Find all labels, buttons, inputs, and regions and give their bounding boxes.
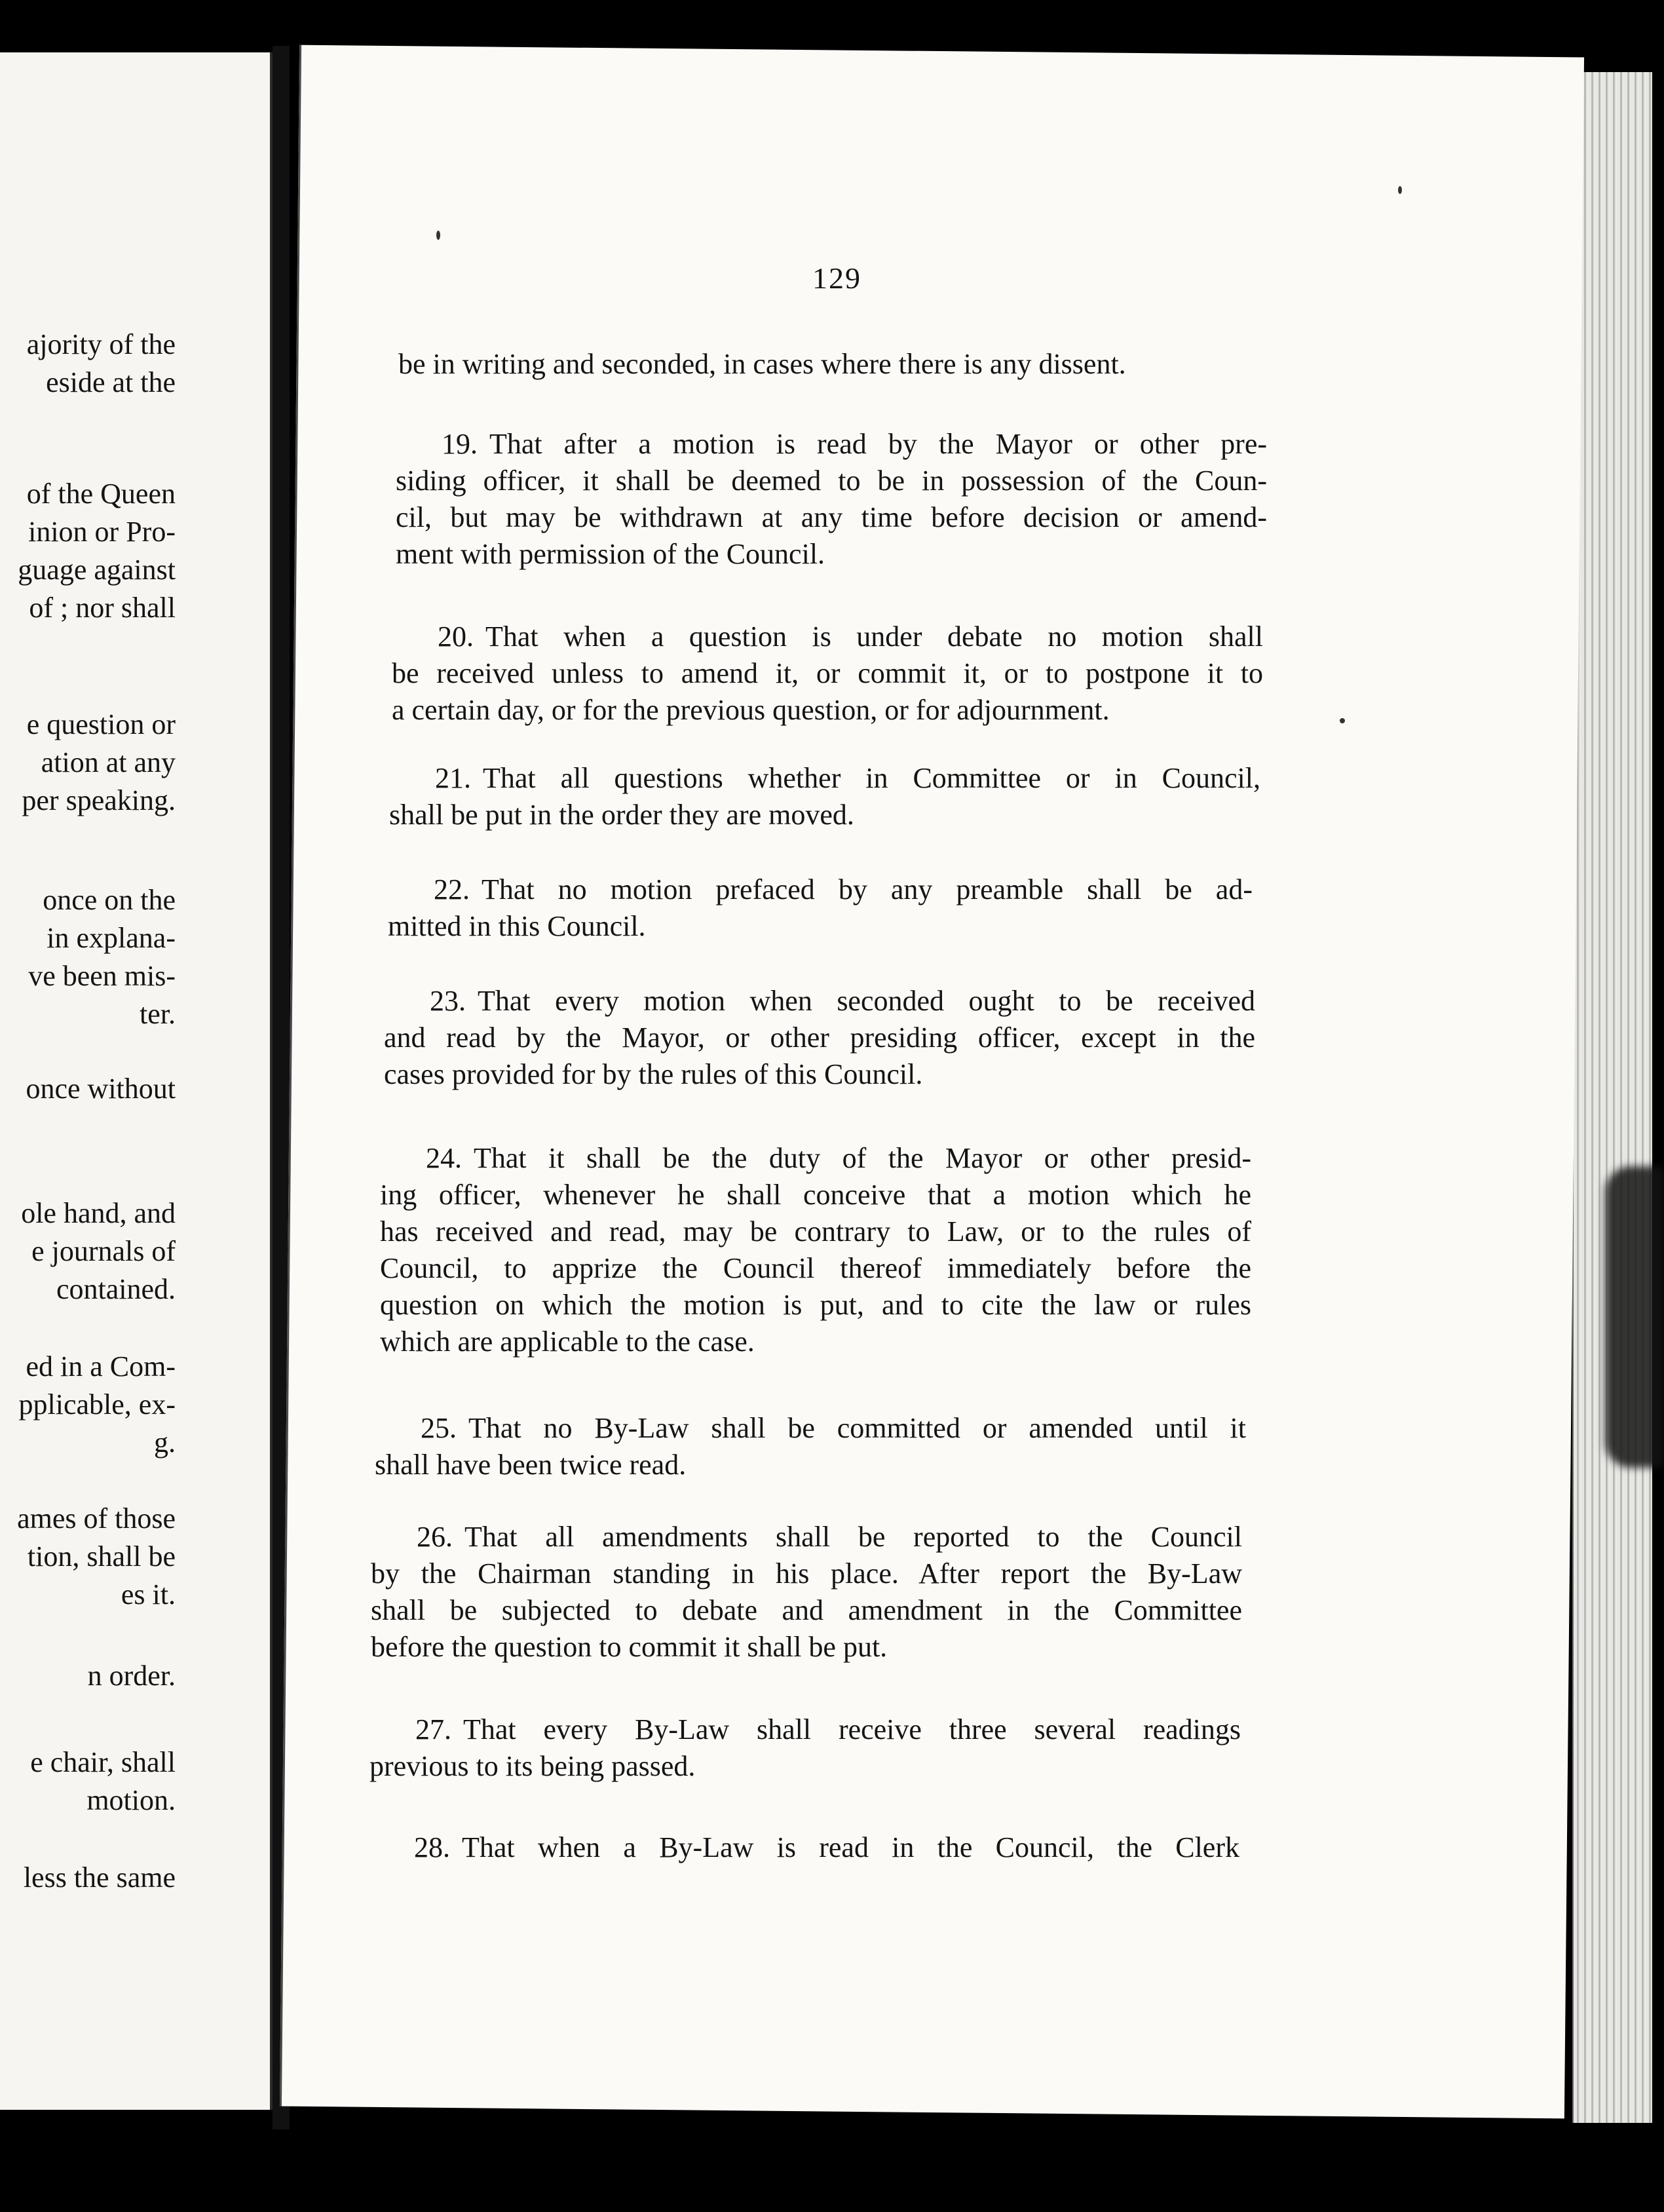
left-page-line: ation at any [41, 746, 176, 778]
edge-shadow [1605, 1166, 1664, 1468]
left-page-line: motion. [86, 1784, 176, 1816]
rule-line: cil, but may be withdrawn at any time before decision or amend- [396, 501, 1267, 533]
rule-line: That when a question is under debate no motion shall [485, 620, 1263, 653]
rule-line: mitted in this Council. [388, 910, 646, 942]
left-page-line: tion, shall be [27, 1540, 176, 1573]
rule-23 [384, 983, 1255, 1093]
rule-line: shall be subjected to debate and amendment in the Committee [371, 1594, 1242, 1626]
rule-line: has received and read, may be contrary to Law, or to the rules of [380, 1215, 1251, 1248]
page-number: 129 [812, 261, 861, 295]
left-page-line: once on the [43, 884, 176, 916]
left-page-line: inion or Pro- [28, 516, 176, 548]
ink-speck [436, 231, 440, 240]
rule-19 [396, 426, 1267, 573]
ink-speck [1398, 186, 1402, 194]
rule-line: previous to its being passed. [369, 1750, 696, 1782]
rule-22 [388, 871, 1253, 945]
left-page-line: of ; nor shall [29, 592, 176, 624]
rule-line: shall have been twice read. [375, 1449, 687, 1481]
left-page-line: e journals of [31, 1235, 176, 1267]
left-page-line: once without [26, 1073, 176, 1105]
rule-line: That all questions whether in Committee or in Council, [483, 762, 1260, 794]
left-page-line: contained. [56, 1273, 176, 1305]
ink-speck [1340, 718, 1345, 723]
rule-26 [371, 1519, 1242, 1666]
left-page-line: ajority of the [26, 328, 176, 360]
rule-21 [389, 760, 1260, 833]
left-page-line: guage against [18, 554, 176, 586]
rule-line: before the question to commit it shall be put. [371, 1631, 888, 1663]
left-page-line: eside at the [46, 366, 176, 398]
left-page-line: e chair, shall [30, 1746, 176, 1778]
rule-number: 22. [434, 873, 470, 906]
rule-line: and read by the Mayor, or other presiding officer, except in the [384, 1021, 1255, 1054]
rule-line: That every motion when seconded ought to be received [478, 985, 1255, 1017]
body-text [398, 346, 1289, 383]
page-edge-stack [1572, 72, 1652, 2123]
rule-number: 20. [438, 620, 474, 653]
rule-line: by the Chairman standing in his place. After report the By-Law [371, 1557, 1242, 1590]
left-page-line: in explana- [47, 922, 176, 954]
rule-number: 19. [442, 428, 478, 460]
left-page-line: e question or [26, 708, 176, 740]
rule-line: siding officer, it shall be deemed to be in possession of the Coun- [396, 465, 1267, 497]
rule-line: That when a By-Law is read in the Council, the Clerk [462, 1831, 1239, 1863]
left-page-line: n order. [87, 1660, 176, 1692]
left-page-line: g. [154, 1426, 176, 1459]
rule-line: ing officer, whenever he shall conceive that a motion which he [380, 1179, 1251, 1211]
rule-line: That no motion prefaced by any preamble shall be ad- [482, 873, 1253, 906]
rule-line: That it shall be the duty of the Mayor or other presid- [474, 1142, 1251, 1174]
rule-number: 21. [435, 762, 471, 794]
left-page-line: per speaking. [22, 784, 176, 816]
rule-20 [392, 619, 1263, 729]
left-page-line: es it. [121, 1578, 176, 1611]
rule-line: which are applicable to the case. [380, 1325, 755, 1358]
opening-line: be in writing and seconded, in cases where there is any dissent. [398, 348, 1126, 380]
left-page-line: of the Queen [26, 478, 176, 510]
left-page-line: ve been mis- [28, 960, 176, 992]
left-page-line: ames of those [17, 1502, 176, 1535]
rule-line: That after a motion is read by the Mayor or other pre- [489, 428, 1267, 460]
rule-line: ment with permission of the Council. [396, 538, 825, 570]
rule-line: cases provided for by the rules of this Council. [384, 1058, 923, 1090]
left-page-line: pplicable, ex- [18, 1388, 176, 1421]
rule-line: That no By-Law shall be committed or amended until it [468, 1412, 1246, 1444]
rule-25 [375, 1410, 1246, 1483]
rule-line: That every By-Law shall receive three several readings [463, 1713, 1241, 1745]
rule-line: That all amendments shall be reported to the Council [464, 1521, 1242, 1553]
rule-number: 26. [417, 1521, 453, 1553]
rule-line: Council, to apprize the Council thereof immediately before the [380, 1252, 1251, 1284]
left-facing-page [0, 52, 273, 2110]
rule-line: shall be put in the order they are moved. [389, 799, 854, 831]
left-page-line: less the same [23, 1861, 176, 1894]
rule-number: 23. [430, 985, 466, 1017]
rule-number: 28. [414, 1831, 450, 1863]
rule-line: question on which the motion is put, and to cite the law or rules [380, 1289, 1251, 1321]
rule-number: 24. [426, 1142, 462, 1174]
rule-24 [380, 1140, 1251, 1360]
left-page-line: ole hand, and [21, 1197, 176, 1229]
left-page-line: ed in a Com- [26, 1350, 176, 1382]
rule-number: 27. [415, 1713, 451, 1745]
rule-number: 25. [421, 1412, 457, 1444]
left-page-line: ter. [140, 998, 176, 1030]
rule-line: be received unless to amend it, or commit it, or to postpone it to [392, 657, 1263, 689]
rule-28 [368, 1829, 1239, 1866]
rule-line: a certain day, or for the previous question, or for adjournment. [392, 694, 1110, 726]
rule-27 [369, 1711, 1241, 1785]
